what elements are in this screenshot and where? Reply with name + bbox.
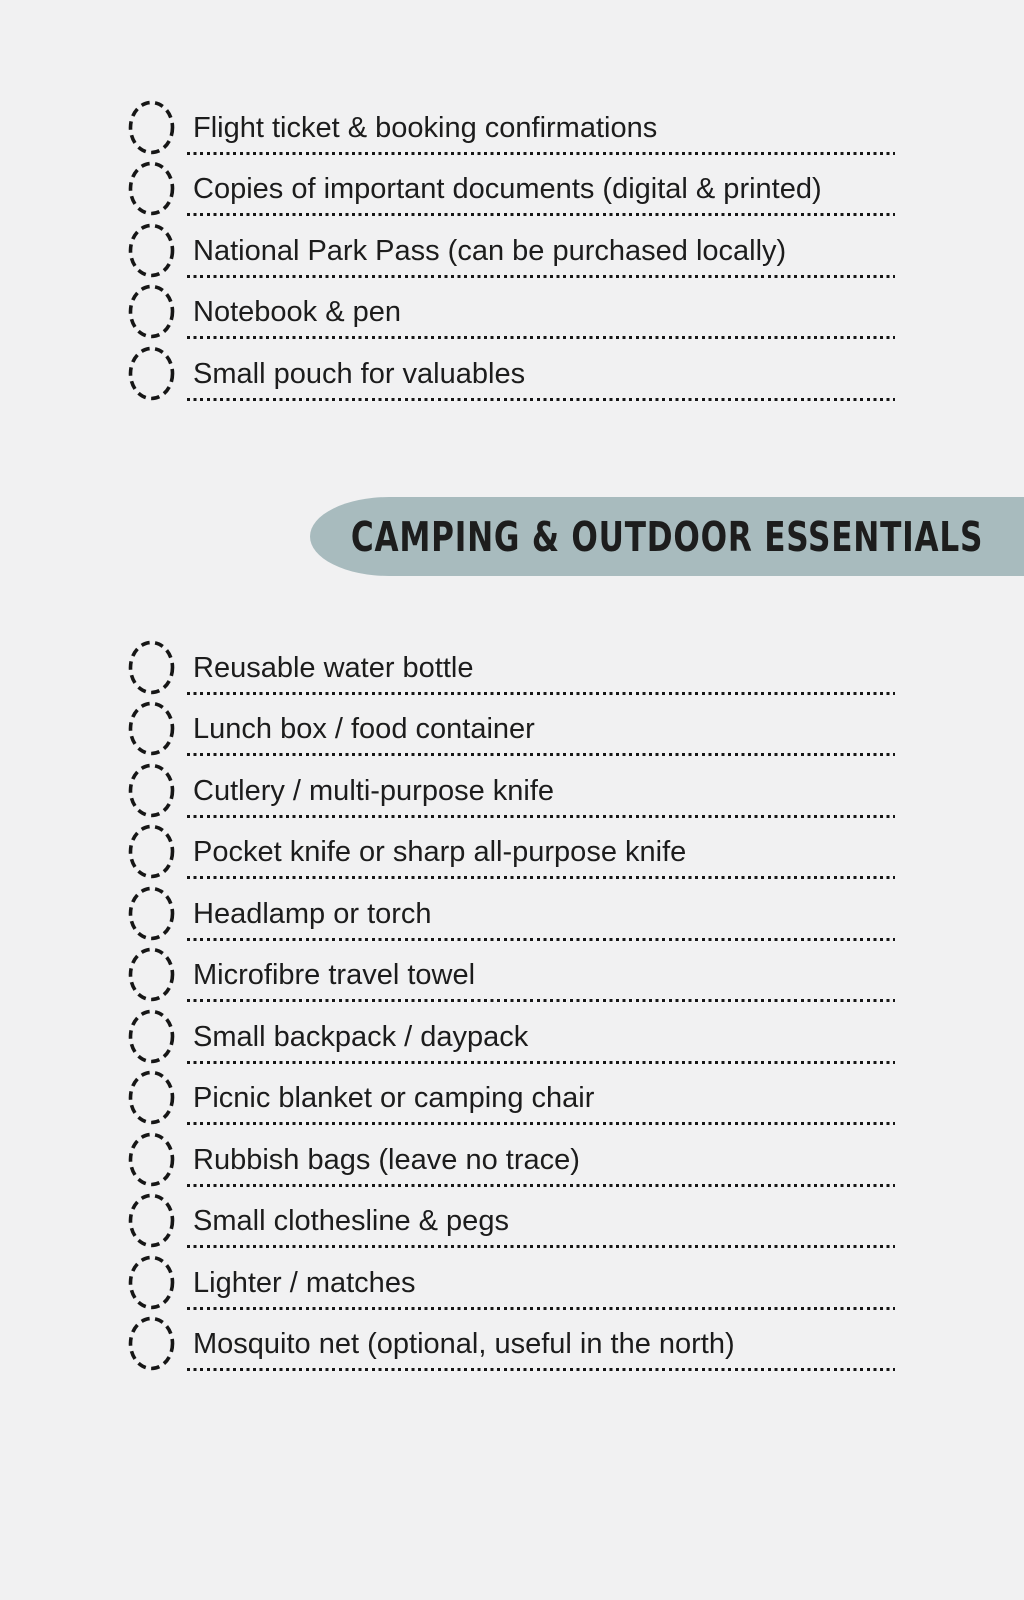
checklist-item-content [187,296,895,339]
checklist-item [128,818,895,880]
checkbox-circle-icon[interactable] [128,346,175,401]
documents-checklist-section [128,93,895,401]
checklist-item-label: Mosquito net (optional, useful in the north) [193,1328,735,1360]
checklist-item-content [187,358,895,401]
checklist-item [128,879,895,941]
checklist-item-content [187,1082,895,1125]
dotted-writing-line [187,938,895,941]
checklist-item-content [187,898,895,941]
dotted-writing-line [187,336,895,339]
checklist-item-content [187,1205,895,1248]
checklist-item-label: Small backpack / daypack [193,1020,529,1053]
checkbox-circle-icon[interactable] [128,824,175,879]
checklist-item [128,1125,895,1187]
checkbox-circle-icon[interactable] [128,640,175,695]
camping-checklist-section [128,633,895,1371]
checklist-item-label: Flight ticket & booking confirmations [193,111,658,144]
checklist-item-content [187,1267,895,1310]
checklist-item [128,278,895,340]
checklist-item-label: Picnic blanket or camping chair [193,1082,595,1114]
checkbox-circle-icon[interactable] [128,1070,175,1125]
checklist-item-label: Cutlery / multi-purpose knife [193,774,555,807]
checklist-item-label: Copies of important documents (digital & printed) [193,173,822,205]
checklist-item [128,941,895,1003]
checkbox-circle-icon[interactable] [128,1132,175,1187]
checklist-item-content [187,713,895,756]
checkbox-circle-icon[interactable] [128,223,175,278]
dotted-writing-line [187,213,895,216]
dotted-writing-line [187,1368,895,1371]
checklist-item-content [187,775,895,818]
checklist-item [128,1064,895,1126]
dotted-writing-line [187,275,895,278]
checklist-item-content [187,235,895,278]
checklist-item [128,339,895,401]
checklist-item-label: Small clothesline & pegs [193,1205,509,1237]
checklist-item [128,756,895,818]
checklist-item [128,93,895,155]
checkbox-circle-icon[interactable] [128,886,175,941]
checklist-item-label: Microfibre travel towel [193,959,476,991]
checkbox-circle-icon[interactable] [128,1009,175,1064]
dotted-writing-line [187,753,895,756]
dotted-writing-line [187,152,895,155]
checklist-item-content [187,1021,895,1064]
dotted-writing-line [187,999,895,1002]
dotted-writing-line [187,1061,895,1064]
checkbox-circle-icon[interactable] [128,947,175,1002]
checklist-item-label: Pocket knife or sharp all-purpose knife [193,836,687,868]
dotted-writing-line [187,876,895,879]
checkbox-circle-icon[interactable] [128,100,175,155]
checklist-item [128,1187,895,1249]
dotted-writing-line [187,1184,895,1187]
checklist-item-content [187,652,895,695]
checklist-item-label: Lighter / matches [193,1266,416,1299]
dotted-writing-line [187,1307,895,1310]
checklist-item [128,216,895,278]
dotted-writing-line [187,815,895,818]
checklist-item-label: National Park Pass (can be purchased locally) [193,234,787,267]
checklist-item [128,155,895,217]
checkbox-circle-icon[interactable] [128,161,175,216]
checkbox-circle-icon[interactable] [128,1255,175,1310]
checklist-item-label: Small pouch for valuables [193,357,526,390]
checklist-item-content [187,112,895,155]
checklist-item [128,1248,895,1310]
checkbox-circle-icon[interactable] [128,284,175,339]
checklist-item-label: Headlamp or torch [193,897,432,930]
checklist-item-content [187,1328,895,1371]
checklist-item [128,1310,895,1372]
dotted-writing-line [187,1122,895,1125]
checklist-item-content [187,173,895,216]
checklist-item [128,1002,895,1064]
checklist-item-content [187,836,895,879]
dotted-writing-line [187,398,895,401]
dotted-writing-line [187,692,895,695]
checklist-item [128,633,895,695]
checklist-item-label: Lunch box / food container [193,713,535,745]
checkbox-circle-icon[interactable] [128,1193,175,1248]
checklist-item [128,695,895,757]
checkbox-circle-icon[interactable] [128,763,175,818]
section-header-pill [310,497,1024,576]
checklist-item-content [187,959,895,1002]
section-header-title: CAMPING & OUTDOOR ESSENTIALS [350,512,984,561]
checklist-item-label: Rubbish bags (leave no trace) [193,1143,580,1176]
checkbox-circle-icon[interactable] [128,701,175,756]
checkbox-circle-icon[interactable] [128,1316,175,1371]
checklist-item-label: Notebook & pen [193,296,401,328]
checklist-item-label: Reusable water bottle [193,651,474,684]
checklist-item-content [187,1144,895,1187]
dotted-writing-line [187,1245,895,1248]
